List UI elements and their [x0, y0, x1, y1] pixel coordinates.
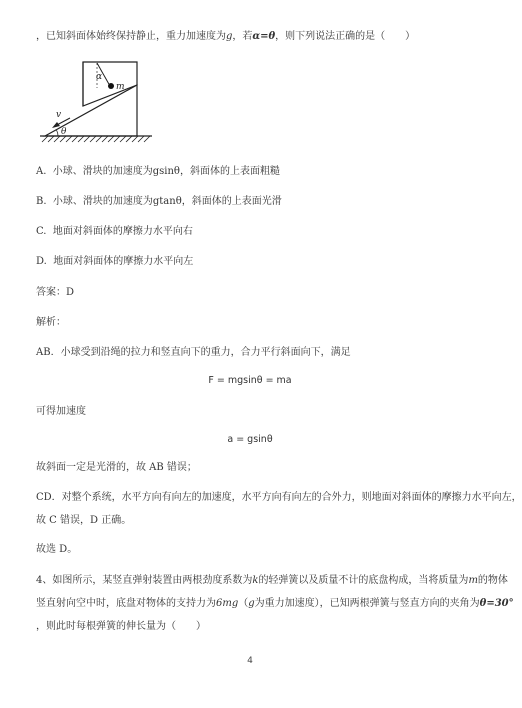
- analysis-label: 解析：: [36, 317, 66, 328]
- option-c: C. 地面对斜面体的摩擦力水平向右: [36, 226, 193, 237]
- label-m: m: [116, 82, 125, 92]
- analysis-cd-1: CD．对整个系统，水平方向有向左的加速度，水平方向有向左的合外力，则地面对斜面体的摩擦力水平向左，: [36, 492, 522, 503]
- option-b: B. 小球、滑块的加速度为gtanθ，斜面体的上表面光滑: [36, 196, 282, 207]
- answer: 答案：D: [36, 287, 75, 298]
- analysis-ab: AB．小球受到沿绳的拉力和竖直向下的重力，合力平行斜面向下，满足: [36, 347, 351, 358]
- angle-condition: α=θ: [252, 31, 276, 42]
- page-number: 4: [247, 656, 253, 666]
- conclusion: 故选 D。: [36, 544, 78, 555]
- label-v: v: [56, 110, 62, 120]
- analysis-smooth: 故斜面一定是光滑的，故 AB 错误；: [36, 462, 197, 473]
- ball: [108, 83, 114, 89]
- equation-accel: a = gsinθ: [227, 434, 273, 445]
- question-intro: ，已知斜面体始终保持静止，重力加速度为g，若α=θ，则下列说法正确的是（ ）: [36, 31, 416, 42]
- label-theta: θ: [61, 127, 67, 137]
- velocity-arrowhead: [52, 122, 60, 128]
- analysis-accel: 可得加速度: [36, 406, 86, 417]
- q4-line-2: 竖直射向空中时，底盘对物体的支持力为6mg（g为重力加速度），已知两根弹簧与竖直方向的夹角为θ=30°: [36, 598, 514, 609]
- option-a: A. 小球、滑块的加速度为gsinθ，斜面体的上表面粗糙: [36, 166, 280, 177]
- analysis-cd-2: 故 C 错误，D 正确。: [36, 515, 132, 526]
- incline-figure: [0, 50, 500, 210]
- q4-line-3: ，则此时每根弹簧的伸长量为（ ）: [36, 621, 206, 632]
- equation-force: F = mgsinθ = ma: [208, 375, 292, 386]
- label-alpha: α: [96, 72, 103, 82]
- theta-arc: [57, 130, 59, 136]
- option-d: D. 地面对斜面体的摩擦力水平向左: [36, 256, 194, 267]
- q4-line-1: 4、如图所示，某竖直弹射装置由两根劲度系数为k的轻弹簧以及质量不计的底盘构成，当将质量为m的物体: [36, 575, 508, 586]
- ground-hatch: [42, 136, 150, 142]
